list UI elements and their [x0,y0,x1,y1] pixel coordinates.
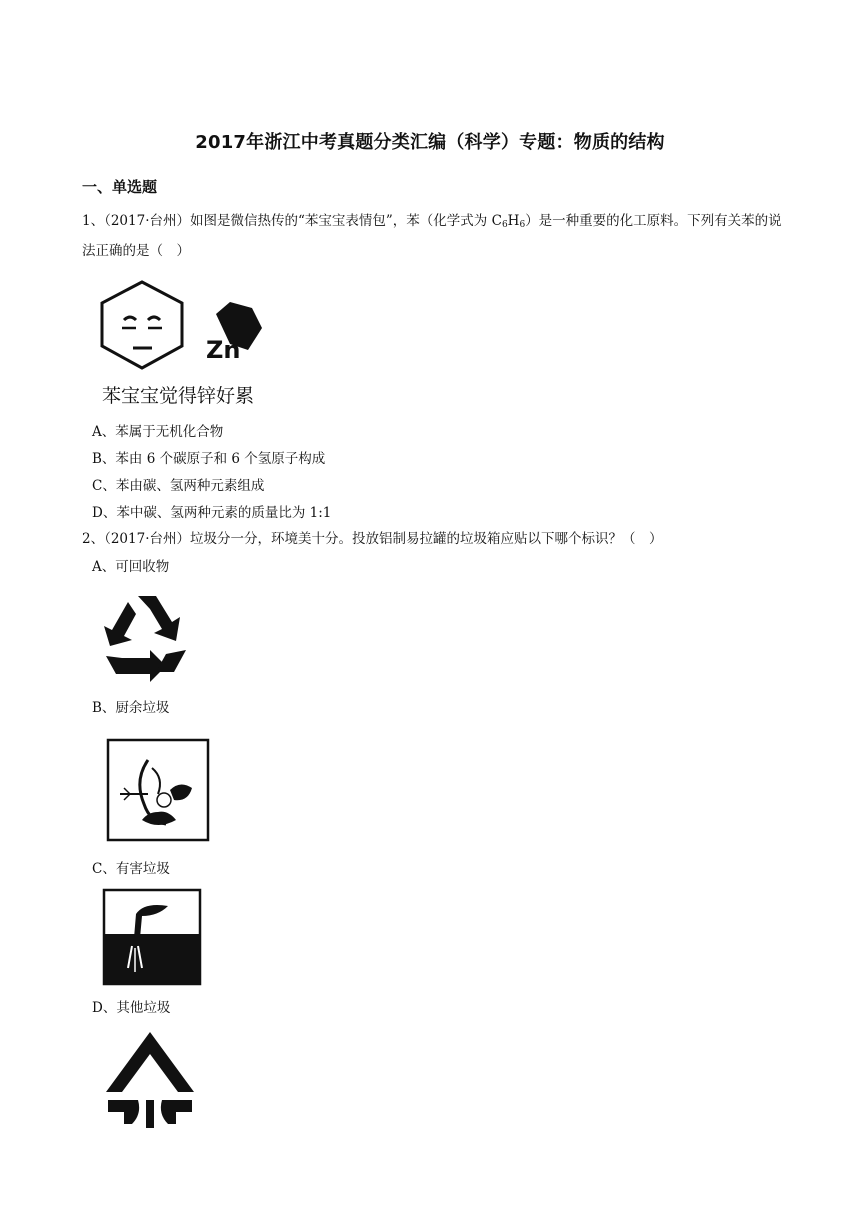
option-c: C、苯由碳、氢两种元素组成 [92,478,265,494]
question-text: 如图是微信热传的“苯宝宝表情包”，苯（化学式为 C [190,213,502,229]
option-d: D、苯中碳、氢两种元素的质量比为 1:1 [92,505,332,521]
question-text: 垃圾分一分，环境美十分。投放铝制易拉罐的垃圾箱应贴以下哪个标识？（ ） [190,531,663,547]
question-text: H [507,213,520,229]
question-source: （2017·台州） [104,531,190,547]
option-a: A、苯属于无机化合物 [92,424,224,440]
question-number: 1、 [82,213,105,229]
other-waste-icon [102,1030,198,1130]
meme-caption: 苯宝宝觉得锌好累 [102,385,255,407]
question-text: ）是一种重要的化工原料。下列有关苯的说法正确的是（ ） [82,213,782,259]
subscript: 6 [501,220,508,230]
subscript: 6 [519,220,526,230]
food-waste-icon [106,738,210,842]
option-c: C、有害垃圾 [92,861,170,877]
question-source: （2017·台州） [104,213,190,229]
option-a: A、可回收物 [92,559,170,575]
section-heading: 一、单选题 [82,178,158,196]
benzene-meme-image [96,278,281,410]
option-b: B、苯由 6 个碳原子和 6 个氢原子构成 [92,451,326,467]
recycle-icon [98,592,192,684]
question-number: 2、 [82,531,105,547]
question-2 [82,526,782,552]
hazardous-waste-icon [102,888,202,986]
option-b: B、厨余垃圾 [92,700,170,716]
question-1 [82,208,782,264]
zinc-symbol: Zn [206,336,241,364]
page-title: 2017年浙江中考真题分类汇编（科学）专题：物质的结构 [195,132,665,153]
option-d: D、其他垃圾 [92,1000,171,1016]
